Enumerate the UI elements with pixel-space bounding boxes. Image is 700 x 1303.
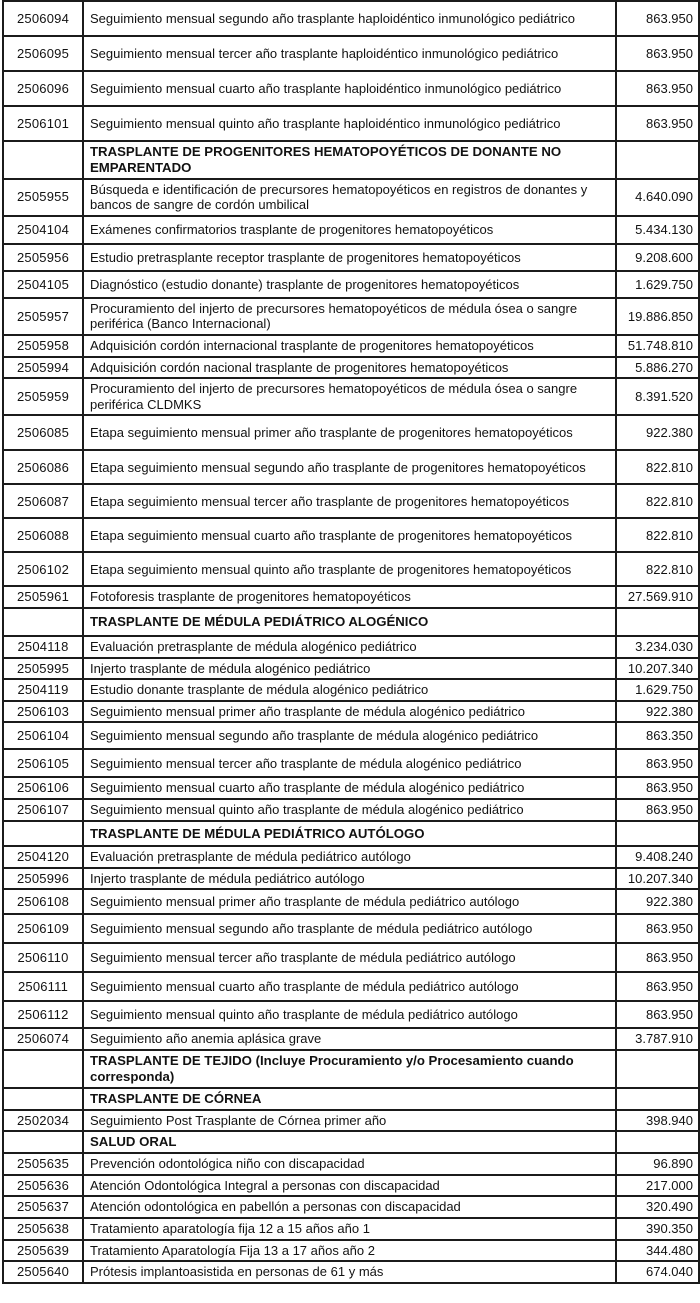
value-cell <box>616 1050 699 1088</box>
code-cell: 2504119 <box>3 679 83 701</box>
description-cell: Seguimiento mensual primer año trasplante de médula pediátrico autólogo <box>83 889 616 914</box>
code-cell: 2505956 <box>3 244 83 271</box>
description-cell: Diagnóstico (estudio donante) trasplante de progenitores hematopoyéticos <box>83 271 616 298</box>
description-cell: Seguimiento mensual cuarto año trasplante de médula pediátrico autólogo <box>83 972 616 1001</box>
code-cell: 2504118 <box>3 636 83 658</box>
code-cell <box>3 1050 83 1088</box>
value-cell: 10.207.340 <box>616 868 699 890</box>
section-title-cell: TRASPLANTE DE MÉDULA PEDIÁTRICO AUTÓLOGO <box>83 821 616 846</box>
code-cell: 2505955 <box>3 179 83 216</box>
code-cell: 2504104 <box>3 216 83 244</box>
description-cell: Etapa seguimiento mensual quinto año trasplante de progenitores hematopoyéticos <box>83 552 616 586</box>
code-cell: 2506095 <box>3 36 83 71</box>
code-cell: 2506088 <box>3 518 83 552</box>
value-cell <box>616 141 699 179</box>
section-row <box>3 608 699 636</box>
value-cell <box>616 608 699 636</box>
description-cell: Etapa seguimiento mensual tercer año trasplante de progenitores hematopoyéticos <box>83 484 616 518</box>
value-cell: 822.810 <box>616 450 699 484</box>
value-cell: 8.391.520 <box>616 378 699 415</box>
code-cell: 2505639 <box>3 1240 83 1262</box>
description-cell: Adquisición cordón nacional trasplante de progenitores hematopoyéticos <box>83 357 616 379</box>
value-cell: 822.810 <box>616 552 699 586</box>
table-row <box>3 722 699 749</box>
table-row <box>3 1153 699 1175</box>
code-cell: 2506094 <box>3 1 83 36</box>
table-row <box>3 1218 699 1240</box>
value-cell: 863.950 <box>616 106 699 141</box>
table-row <box>3 271 699 298</box>
description-cell: Etapa seguimiento mensual segundo año trasplante de progenitores hematopoyéticos <box>83 450 616 484</box>
code-cell: 2505637 <box>3 1196 83 1218</box>
code-cell <box>3 1088 83 1110</box>
description-cell: Procuramiento del injerto de precursores hematopoyéticos de médula ósea o sangre periférica CLDMKS <box>83 378 616 415</box>
code-cell: 2505961 <box>3 586 83 608</box>
code-cell <box>3 821 83 846</box>
description-cell: Seguimiento año anemia aplásica grave <box>83 1028 616 1050</box>
table-row <box>3 1028 699 1050</box>
code-cell: 2506112 <box>3 1001 83 1028</box>
table-row <box>3 679 699 701</box>
description-cell: Etapa seguimiento mensual primer año trasplante de progenitores hematopoyéticos <box>83 415 616 450</box>
value-cell: 822.810 <box>616 484 699 518</box>
description-cell: Procuramiento del injerto de precursores hematopoyéticos de médula ósea o sangre periférica (Banco Internacional) <box>83 298 616 335</box>
value-cell: 863.950 <box>616 799 699 821</box>
value-cell: 19.886.850 <box>616 298 699 335</box>
code-cell: 2505959 <box>3 378 83 415</box>
description-cell: Injerto trasplante de médula alogénico pediátrico <box>83 658 616 680</box>
table-row <box>3 1196 699 1218</box>
table-row <box>3 552 699 586</box>
description-cell: Etapa seguimiento mensual cuarto año trasplante de progenitores hematopoyéticos <box>83 518 616 552</box>
description-cell: Estudio donante trasplante de médula alogénico pediátrico <box>83 679 616 701</box>
table-row <box>3 1175 699 1197</box>
value-cell <box>616 1088 699 1110</box>
value-cell: 863.950 <box>616 1 699 36</box>
table-row <box>3 701 699 723</box>
code-cell: 2505958 <box>3 335 83 357</box>
code-cell: 2505994 <box>3 357 83 379</box>
description-cell: Seguimiento Post Trasplante de Córnea primer año <box>83 1110 616 1132</box>
table-row <box>3 868 699 890</box>
description-cell: Seguimiento mensual quinto año trasplante de médula pediátrico autólogo <box>83 1001 616 1028</box>
description-cell: Seguimiento mensual tercer año trasplante haploidéntico inmunológico pediátrico <box>83 36 616 71</box>
value-cell: 9.208.600 <box>616 244 699 271</box>
value-cell <box>616 821 699 846</box>
table-row <box>3 914 699 943</box>
value-cell: 96.890 <box>616 1153 699 1175</box>
value-cell <box>616 1131 699 1153</box>
table-row <box>3 216 699 244</box>
description-cell: Atención odontológica en pabellón a personas con discapacidad <box>83 1196 616 1218</box>
code-cell: 2504120 <box>3 846 83 868</box>
description-cell: Tratamiento aparatología fija 12 a 15 años año 1 <box>83 1218 616 1240</box>
table-row <box>3 1110 699 1132</box>
table-row <box>3 244 699 271</box>
value-cell: 922.380 <box>616 889 699 914</box>
section-title-cell: TRASPLANTE DE MÉDULA PEDIÁTRICO ALOGÉNICO <box>83 608 616 636</box>
code-cell: 2504105 <box>3 271 83 298</box>
code-cell: 2506087 <box>3 484 83 518</box>
value-cell: 3.234.030 <box>616 636 699 658</box>
description-cell: Seguimiento mensual cuarto año trasplante de médula alogénico pediátrico <box>83 777 616 799</box>
table-row <box>3 799 699 821</box>
code-cell: 2505957 <box>3 298 83 335</box>
section-row <box>3 141 699 179</box>
table-row <box>3 298 699 335</box>
description-cell: Exámenes confirmatorios trasplante de progenitores hematopoyéticos <box>83 216 616 244</box>
description-cell: Seguimiento mensual segundo año trasplante haploidéntico inmunológico pediátrico <box>83 1 616 36</box>
description-cell: Atención Odontológica Integral a personas con discapacidad <box>83 1175 616 1197</box>
value-cell: 822.810 <box>616 518 699 552</box>
value-cell: 863.950 <box>616 914 699 943</box>
value-cell: 1.629.750 <box>616 679 699 701</box>
value-cell: 674.040 <box>616 1261 699 1283</box>
code-cell: 2506105 <box>3 749 83 777</box>
table-row <box>3 415 699 450</box>
value-cell: 5.886.270 <box>616 357 699 379</box>
code-cell: 2505640 <box>3 1261 83 1283</box>
code-cell: 2506086 <box>3 450 83 484</box>
description-cell: Prótesis implantoasistida en personas de 61 y más <box>83 1261 616 1283</box>
description-cell: Fotoforesis trasplante de progenitores hematopoyéticos <box>83 586 616 608</box>
code-cell: 2505636 <box>3 1175 83 1197</box>
description-cell: Seguimiento mensual tercer año trasplante de médula pediátrico autólogo <box>83 943 616 972</box>
code-cell: 2505638 <box>3 1218 83 1240</box>
code-cell <box>3 1131 83 1153</box>
section-title-cell: TRASPLANTE DE TEJIDO (Incluye Procuramiento y/o Procesamiento cuando corresponda) <box>83 1050 616 1088</box>
tariff-table-body <box>3 1 699 1283</box>
description-cell: Seguimiento mensual quinto año trasplante haploidéntico inmunológico pediátrico <box>83 106 616 141</box>
description-cell: Estudio pretrasplante receptor trasplante de progenitores hematopoyéticos <box>83 244 616 271</box>
code-cell: 2506102 <box>3 552 83 586</box>
description-cell: Evaluación pretrasplante de médula pediátrico autólogo <box>83 846 616 868</box>
value-cell: 217.000 <box>616 1175 699 1197</box>
value-cell: 10.207.340 <box>616 658 699 680</box>
section-row <box>3 821 699 846</box>
section-row <box>3 1050 699 1088</box>
code-cell: 2506096 <box>3 71 83 106</box>
table-row <box>3 179 699 216</box>
value-cell: 863.950 <box>616 972 699 1001</box>
value-cell: 863.950 <box>616 749 699 777</box>
description-cell: Búsqueda e identificación de precursores hematopoyéticos en registros de donantes y bancos de sangre de cordón umbilical <box>83 179 616 216</box>
value-cell: 922.380 <box>616 701 699 723</box>
value-cell: 1.629.750 <box>616 271 699 298</box>
table-row <box>3 1001 699 1028</box>
section-title-cell: SALUD ORAL <box>83 1131 616 1153</box>
table-row <box>3 378 699 415</box>
value-cell: 863.950 <box>616 71 699 106</box>
table-row <box>3 36 699 71</box>
value-cell: 398.940 <box>616 1110 699 1132</box>
description-cell: Seguimiento mensual primer año trasplante de médula alogénico pediátrico <box>83 701 616 723</box>
value-cell: 863.950 <box>616 36 699 71</box>
table-row <box>3 450 699 484</box>
description-cell: Seguimiento mensual quinto año trasplante de médula alogénico pediátrico <box>83 799 616 821</box>
code-cell: 2506085 <box>3 415 83 450</box>
code-cell: 2506103 <box>3 701 83 723</box>
table-row <box>3 846 699 868</box>
value-cell: 344.480 <box>616 1240 699 1262</box>
table-row <box>3 889 699 914</box>
description-cell: Seguimiento mensual segundo año trasplante de médula pediátrico autólogo <box>83 914 616 943</box>
table-row <box>3 71 699 106</box>
value-cell: 5.434.130 <box>616 216 699 244</box>
table-row <box>3 636 699 658</box>
description-cell: Seguimiento mensual cuarto año trasplante haploidéntico inmunológico pediátrico <box>83 71 616 106</box>
table-row <box>3 972 699 1001</box>
description-cell: Injerto trasplante de médula pediátrico autólogo <box>83 868 616 890</box>
code-cell: 2506101 <box>3 106 83 141</box>
description-cell: Adquisición cordón internacional trasplante de progenitores hematopoyéticos <box>83 335 616 357</box>
table-row <box>3 518 699 552</box>
code-cell: 2505995 <box>3 658 83 680</box>
table-row <box>3 1261 699 1283</box>
table-row <box>3 1240 699 1262</box>
code-cell: 2506106 <box>3 777 83 799</box>
code-cell: 2506109 <box>3 914 83 943</box>
code-cell <box>3 141 83 179</box>
table-row <box>3 335 699 357</box>
table-row <box>3 943 699 972</box>
code-cell: 2506104 <box>3 722 83 749</box>
code-cell <box>3 608 83 636</box>
code-cell: 2505635 <box>3 1153 83 1175</box>
code-cell: 2505996 <box>3 868 83 890</box>
description-cell: Seguimiento mensual tercer año trasplante de médula alogénico pediátrico <box>83 749 616 777</box>
table-row <box>3 777 699 799</box>
table-row <box>3 749 699 777</box>
value-cell: 863.350 <box>616 722 699 749</box>
code-cell: 2506110 <box>3 943 83 972</box>
section-row <box>3 1088 699 1110</box>
value-cell: 3.787.910 <box>616 1028 699 1050</box>
table-row <box>3 484 699 518</box>
table-row <box>3 357 699 379</box>
value-cell: 863.950 <box>616 1001 699 1028</box>
code-cell: 2506107 <box>3 799 83 821</box>
table-row <box>3 586 699 608</box>
table-row <box>3 658 699 680</box>
description-cell: Evaluación pretrasplante de médula alogénico pediátrico <box>83 636 616 658</box>
tariff-table <box>2 0 700 1284</box>
code-cell: 2506074 <box>3 1028 83 1050</box>
value-cell: 863.950 <box>616 777 699 799</box>
table-row <box>3 1 699 36</box>
value-cell: 863.950 <box>616 943 699 972</box>
description-cell: Seguimiento mensual segundo año trasplante de médula alogénico pediátrico <box>83 722 616 749</box>
value-cell: 4.640.090 <box>616 179 699 216</box>
description-cell: Tratamiento Aparatología Fija 13 a 17 años año 2 <box>83 1240 616 1262</box>
value-cell: 9.408.240 <box>616 846 699 868</box>
description-cell: Prevención odontológica niño con discapacidad <box>83 1153 616 1175</box>
value-cell: 51.748.810 <box>616 335 699 357</box>
value-cell: 390.350 <box>616 1218 699 1240</box>
code-cell: 2506111 <box>3 972 83 1001</box>
code-cell: 2502034 <box>3 1110 83 1132</box>
value-cell: 922.380 <box>616 415 699 450</box>
section-title-cell: TRASPLANTE DE PROGENITORES HEMATOPOYÉTICOS DE DONANTE NO EMPARENTADO <box>83 141 616 179</box>
value-cell: 27.569.910 <box>616 586 699 608</box>
section-title-cell: TRASPLANTE DE CÓRNEA <box>83 1088 616 1110</box>
section-row <box>3 1131 699 1153</box>
table-row <box>3 106 699 141</box>
value-cell: 320.490 <box>616 1196 699 1218</box>
code-cell: 2506108 <box>3 889 83 914</box>
